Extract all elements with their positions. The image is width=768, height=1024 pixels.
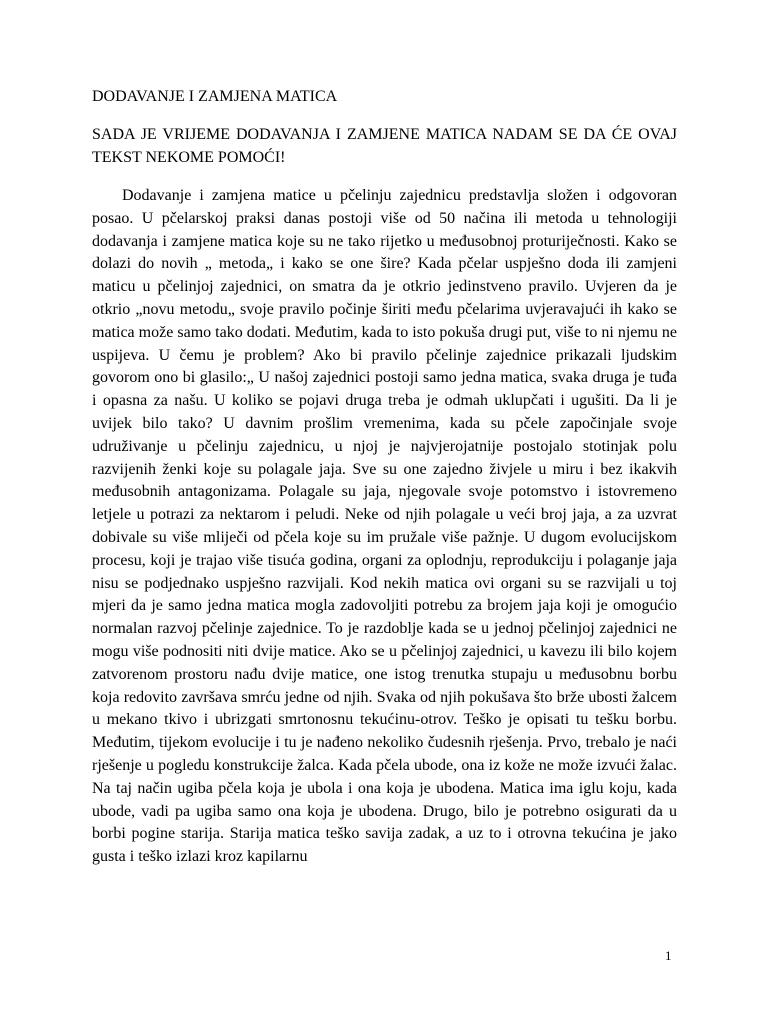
document-title: DODAVANJE I ZAMJENA MATICA — [92, 88, 338, 105]
page-number: 1 — [665, 948, 672, 963]
page-content — [92, 86, 677, 869]
body-paragraph: Dodavanje i zamjena matice u pčelinju zajednicu predstavlja složen i odgovoran posao. U pčelarskoj praksi danas postoji više od 50 načina ili metoda u tehnologiji dodavanja i zamjene matica koje su ne tako rijetko u međusobnoj proturiječnosti. Kako se dolazi do novih „ metoda„ i kako se one šire? Kada pčelar uspješno doda ili zamjeni maticu u pčelinjoj zajednici, on smatra da je otkrio jedinstveno pravilo. Uvjeren da je otkrio „novu metodu„ svoje pravilo počinje širiti među pčelarima uvjeravajući ih kako se matica može samo tako dodati. Međutim, kada to isto pokuša drugi put, više to ni njemu ne uspijeva. U čemu je problem? Ako bi pravilo pčelinje zajednice prikazali ljudskim govorom ono bi glasilo:„ U našoj zajednici postoji samo jedna matica, svaka druga je tuđa i opasna za našu. U koliko se pojavi druga treba je odmah uklupčati i ugušiti. Da li je uvijek bilo tako? U davnim prošlim vremenima, kada su pčele započinjale svoje udruživanje u pčelinju zajednicu, u njoj je najvjerojatnije postojalo stotinjak polu razvijenih ženki koje su polagale jaja. Sve su one zajedno živjele u miru i bez ikakvih međusobnih antagonizama. Polagale su jaja, njegovale svoje potomstvo i istovremeno letjele u potrazi za nektarom i peludi. Neke od njih polagale u veći broj jaja, a za uzvrat dobivale su više mliječi od pčela koje su im pružale više pažnje. U dugom evolucijskom procesu, koji je trajao više tisuća godina, organi za oplodnju, reprodukciju i polaganje jaja nisu se podjednako uspješno razvijali. Kod nekih matica ovi organi su se razvijali u toj mjeri da je samo jedna matica mogla zadovoljiti potrebu za brojem jaja koji je omogućio normalan razvoj pčelinje zajednice. To je razdoblje kada se u jednoj pčelinjoj zajednici ne mogu više podnositi niti dvije matice. Ako se u pčelinjoj zajednici, u kavezu ili bilo kojem zatvorenom prostoru nađu dvije matice, one istog trenutka stupaju u međusobnu borbu koja redovito završava smrću jedne od njih. Svaka od njih pokušava što brže ubosti žalcem u mekano tkivo i ubrizgati smrtonosnu tekućinu-otrov. Teško je opisati tu tešku borbu. Međutim, tijekom evolucije i tu je nađeno nekoliko čudesnih rješenja. Prvo, trebalo je naći rješenje u pogledu konstrukcije žalca. Kada pčela ubode, ona iz kože ne može izvući žalac. Na taj način ugiba pčela koja je ubola i ona koja je ubodena. Matica ima iglu koju, kada ubode, vadi pa ugiba samo ona koja je ubodena. Drugo, bilo je potrebno osigurati da u borbi pogine starija. Starija matica teško savija zadak, a uz to i otrovna tekućina je jako gusta i teško izlazi kroz kapilarnu — [92, 187, 677, 866]
document-subtitle: SADA JE VRIJEME DODAVANJA I ZAMJENE MATICA NADAM SE DA ĆE OVAJ TEKST NEKOME POMOĆI! — [92, 126, 677, 166]
